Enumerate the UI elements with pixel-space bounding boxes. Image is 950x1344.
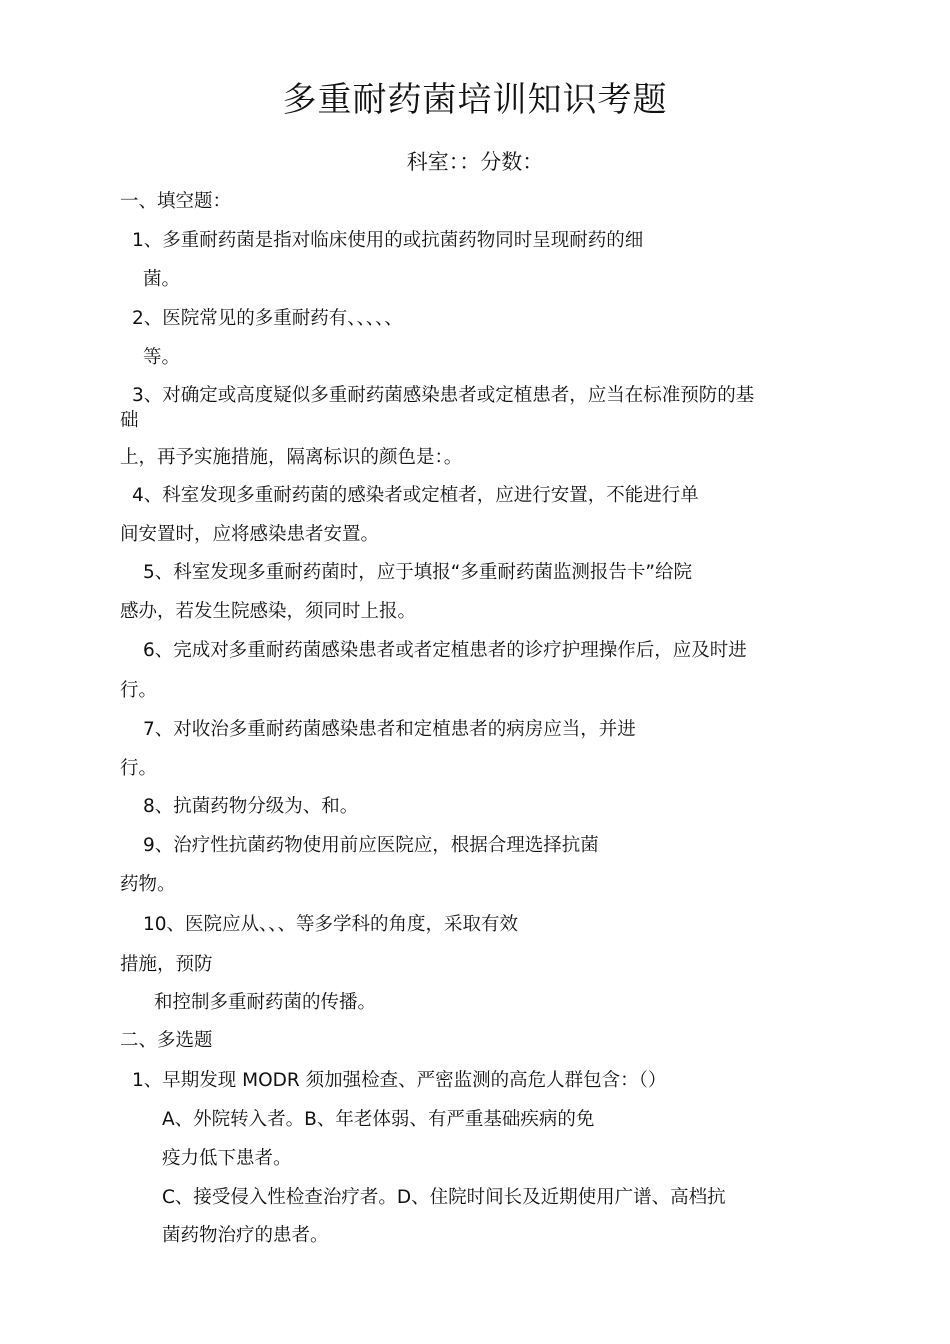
- option-line: 菌药物治疗的患者。: [162, 1225, 329, 1246]
- question-line: 5、科室发现多重耐药菌时，应于填报“多重耐药菌监测报告卡”给院: [143, 562, 692, 583]
- question-line: 3、对确定或高度疑似多重耐药菌感染患者或定植患者，应当在标准预防的基: [132, 385, 755, 406]
- section-heading-fill-in: 一、填空题：: [120, 191, 232, 212]
- question-line: 础: [120, 410, 139, 431]
- department-score-fields: 科室：：分数：: [406, 150, 544, 174]
- option-line: C、接受侵入性检查治疗者。D、住院时间长及近期使用广谱、高档抗: [162, 1187, 726, 1208]
- document-title: 多重耐药菌培训知识考题: [282, 80, 668, 120]
- question-line: 上，再予实施措施，隔离标识的颜色是：。: [120, 447, 463, 468]
- question-line: 间安置时，应将感染患者安置。: [120, 524, 380, 545]
- question-line: 感办，若发生院感染，须同时上报。: [120, 601, 417, 622]
- question-line: 2、医院常见的多重耐药有、、、、、: [132, 308, 403, 329]
- question-line: 措施，预防: [120, 954, 213, 975]
- question-line: 10、医院应从、、、等多学科的角度，采取有效: [143, 914, 519, 935]
- question-line: 7、对收治多重耐药菌感染患者和定植患者的病房应当，并进: [143, 719, 636, 740]
- option-line: 疫力低下患者。: [162, 1148, 292, 1169]
- question-line: 8、抗菌药物分级为、和。: [143, 796, 359, 817]
- question-line: 行。: [120, 758, 158, 779]
- question-line: 和控制多重耐药菌的传播。: [154, 992, 377, 1013]
- question-line: 4、科室发现多重耐药菌的感染者或定植者，应进行安置，不能进行单: [132, 485, 699, 506]
- option-line: A、外院转入者。B、年老体弱、有严重基础疾病的免: [162, 1109, 595, 1130]
- question-line: 6、完成对多重耐药菌感染患者或者定植患者的诊疗护理操作后，应及时进: [143, 640, 747, 661]
- question-line: 等。: [143, 347, 181, 368]
- question-line: 药物。: [120, 874, 176, 895]
- section-heading-multiple-choice: 二、多选题: [120, 1030, 213, 1051]
- question-line: 菌。: [143, 269, 181, 290]
- question-line: 行。: [120, 680, 158, 701]
- question-line: 1、早期发现 MODR 须加强检查、严密监测的高危人群包含：（）: [132, 1070, 667, 1091]
- question-line: 1、多重耐药菌是指对临床使用的或抗菌药物同时呈现耐药的细: [132, 230, 644, 251]
- question-line: 9、治疗性抗菌药物使用前应医院应，根据合理选择抗菌: [143, 835, 599, 856]
